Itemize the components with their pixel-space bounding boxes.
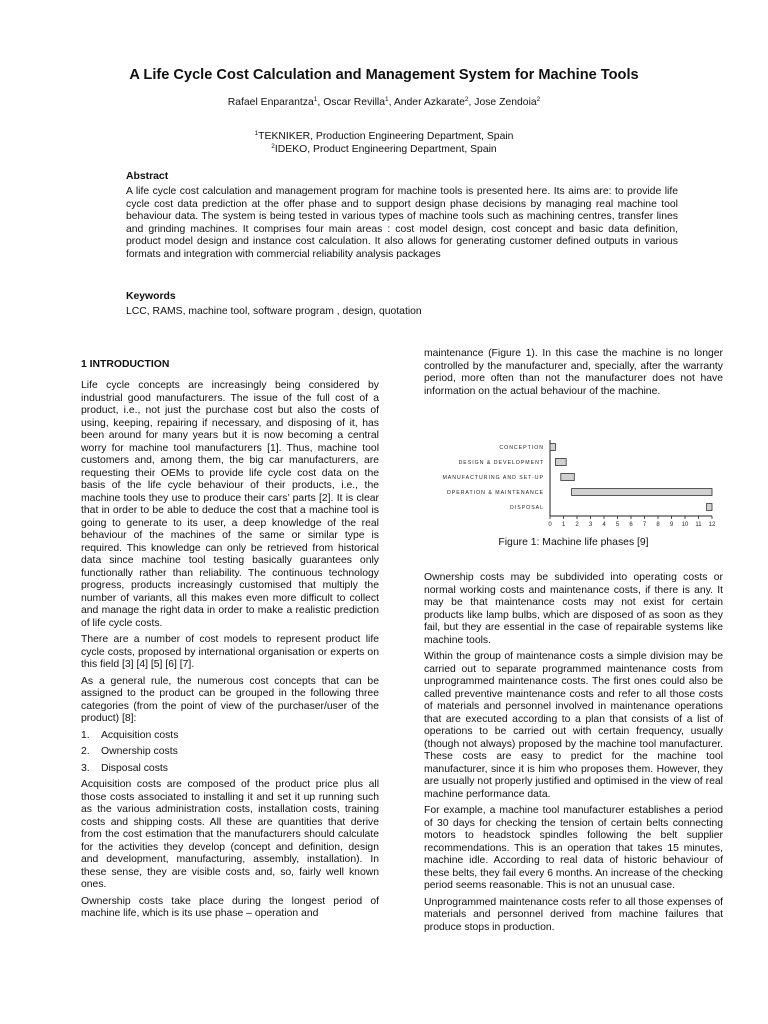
- category-label: DISPOSAL: [510, 505, 544, 511]
- paragraph: Acquisition costs are composed of the product price plus all those costs associated to installing it and set it up running such as the various administration costs, installation costs, training costs and shipping costs. All these are quantities that derive from the cost estimation that the manufacturers should calculate for the activities they develop (concept and definition, design and development, manufacturing, assembly, installation). In these sense, they are visible costs and, so, fairly well known ones.: [81, 779, 379, 890]
- bar: [555, 459, 566, 466]
- x-tick-label: 2: [575, 522, 579, 528]
- author-affiliation-mark: 1: [313, 96, 318, 103]
- bar: [572, 489, 712, 496]
- paragraph: There are a number of cost models to represent product life cycle costs, proposed by international organisation or experts on this field [3] [4] [5] [6] [7].: [81, 634, 379, 670]
- x-tick-label: 7: [642, 522, 647, 528]
- category-label: CONCEPTION: [499, 445, 544, 451]
- paragraph: maintenance (Figure 1). In this case the machine is no longer controlled by the manufacturer and, specially, after the warranty period, more often than not the manufacturer does not have information on the actual behaviour of the machine.: [424, 348, 723, 397]
- list-text: Acquisition costs: [101, 729, 179, 741]
- affiliation-number: 2: [271, 142, 275, 150]
- author-affiliation-mark: 1: [384, 96, 389, 103]
- author-name: Jose Zendoia: [474, 97, 537, 108]
- bar: [550, 444, 555, 451]
- paragraph: Ownership costs take place during the longest period of machine life, which is its use phase – operation and: [81, 895, 379, 919]
- category-label: OPERATION & MAINTENANCE: [446, 490, 544, 496]
- bar: [561, 474, 575, 481]
- abstract-text: A life cycle cost calculation and management program for machine tools is presented here. Its aims are: to provide life cycle cost data prediction at the offer phase and to support design phase decisions by managing real machine tool behaviour data. The system is being tested in various types of machine tools such as machining centres, transfer lines and grinding machines. It comprises four main areas : cost model design, cost concept and basic data definition, product model design and instance cost calculation. It also allows for generating customer defined outputs in various formats and integration with commercial reliability analysis packages: [126, 186, 678, 260]
- keywords-text: LCC, RAMS, machine tool, software program , design, quotation: [126, 306, 422, 317]
- paragraph: Unprogrammed maintenance costs refer to all those expenses of materials and personnel derived from machine failures that produce stops in production.: [424, 896, 723, 933]
- list-item: [81, 730, 379, 743]
- right-column: [424, 572, 723, 938]
- affiliation-number: 1: [254, 130, 259, 137]
- paragraph: As a general rule, the numerous cost concepts that can be assigned to the product can be grouped in the following three categories (from the point of view of the purchaser/user of the product) [8]:: [81, 675, 379, 724]
- affiliation-line: [0, 144, 768, 157]
- author-list: Rafael Enparantza$^1$, Oscar Revilla$^1$, Ander Azkarate$^2$, Jose Zendoia$^2$: [227, 96, 541, 108]
- right-column-top: [424, 348, 723, 402]
- affiliation-text: IDEKO, Product Engineering Department, Spain: [274, 143, 497, 155]
- author-name: Ander Azkarate: [393, 97, 465, 108]
- figure-caption: Figure 1: Machine life phases [9]: [498, 537, 649, 548]
- keywords-heading: Keywords: [126, 291, 176, 302]
- paragraph: Within the group of maintenance costs a simple division may be carried out to separate programmed maintenance costs from unprogrammed maintenance costs. The first ones could also be called preventive maintenance costs and refer to all those costs of materials and personnel involved in maintenance operations that are executed according to a plan that consists of a list of operations to be carried out with certain frequency, usually (though not always) proposed by the machine tool manufacturer. These costs are easy to predict for the machine tool manufacturer, since it is him who proposes them. However, they are usually not properly justified and optimised in the view of real machine performance data.: [424, 651, 723, 800]
- left-column: [81, 380, 379, 925]
- list-number: 1.: [81, 729, 90, 741]
- list-number: 3.: [81, 762, 90, 774]
- x-tick-label: 3: [588, 522, 593, 528]
- list-text: Ownership costs: [101, 746, 178, 757]
- x-tick-label: 8: [656, 522, 660, 528]
- x-tick-label: 9: [669, 522, 674, 528]
- category-label: DESIGN & DEVELOPMENT: [458, 460, 544, 466]
- list-item: [81, 746, 379, 759]
- paragraph: For example, a machine tool manufacturer establishes a period of 30 days for checking the tension of certain belts connecting motors to headstock spindles following the belt supplier recommendations. This is an operation that takes 15 minutes, machine idle. According to real data of historic behaviour of these belts, they fail every 6 months. An increase of the checking period seems reasonable. This is not an unusual case.: [424, 805, 723, 891]
- affiliation-line: [0, 131, 768, 144]
- x-tick-label: 5: [615, 522, 620, 528]
- list-number: 2.: [81, 746, 90, 757]
- x-tick-label: 10: [681, 522, 689, 528]
- x-tick-label: 0: [548, 522, 552, 528]
- x-tick-label: 12: [708, 522, 716, 528]
- author-name: Oscar Revilla: [323, 97, 385, 108]
- list-item: [81, 763, 379, 776]
- paragraph: Ownership costs may be subdivided into operating costs or normal working costs and maintenance costs, if there is any. It may be that maintenance costs may not exist for certain products like lamp bulbs, which are disposed of as soon as they fail, but they are essential in the case of repairable systems like machine tools.: [424, 572, 723, 646]
- paragraph: Life cycle concepts are increasingly being considered by industrial good manufacturers. The issue of the full cost of a product, i.e., not just the purchase cost but also the costs of using, keeping, repairing if necessary, and disposing of it, has been around for many years but it is now becoming a central worry for machine tool manufacturers [1]. Thus, machine tool customers and, among them, the big car manufacturers, are requesting their OEMs to provide life cycle cost data on the basis of the life cycle behaviour of their products, i.e., the machine tools they use to produce their cars’ parts [2]. It is clear that in order to be able to deduce the cost that a machine tool is going to generate to its user, a deep knowledge of the real behaviour of the machines of the same or similar type is required. This knowledge can only be retrieved from historical data since machine tool testing basically guarantees only functionally rather than reliability. The continuous technology progress, products increasingly customised that multiply the number of variants, all this makes even more difficult to collect and manage the right data in order to make a realistic prediction of life cycle costs.: [81, 380, 379, 629]
- section-heading-introduction: 1 INTRODUCTION: [81, 359, 170, 370]
- abstract-heading: Abstract: [126, 171, 169, 182]
- x-tick-label: 1: [561, 522, 566, 528]
- paper-title: A Life Cycle Cost Calculation and Management System for Machine Tools: [129, 67, 639, 83]
- bar: [707, 504, 712, 511]
- x-tick-label: 4: [602, 522, 606, 528]
- list-text: Disposal costs: [101, 762, 168, 774]
- author-affiliation-mark: 2: [536, 96, 541, 103]
- figure-1-chart: [424, 436, 724, 536]
- author-name: Rafael Enparantza: [227, 97, 314, 108]
- affiliations: [0, 131, 768, 156]
- affiliation-text: TEKNIKER, Production Engineering Department, Spain: [258, 131, 514, 142]
- x-tick-label: 6: [629, 522, 633, 528]
- category-label: MANUFACTURING AND SET-UP: [442, 475, 544, 481]
- author-affiliation-mark: 2: [464, 96, 469, 103]
- x-tick-label: 11: [695, 522, 702, 528]
